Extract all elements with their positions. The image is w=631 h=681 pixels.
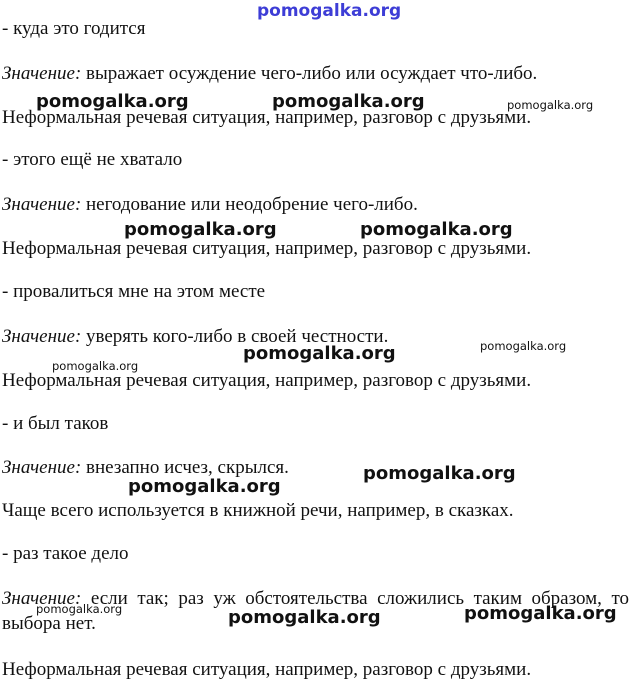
watermark: pomogalka.org xyxy=(272,91,425,112)
meaning-line-1 xyxy=(2,63,537,85)
meaning-label: Значение: xyxy=(2,63,82,84)
usage-3: Неформальная речевая ситуация, например, разговор с друзьями. xyxy=(2,370,532,391)
meaning-text: негодование или неодобрение чего-либо. xyxy=(86,194,418,215)
watermark-top: pomogalka.org xyxy=(257,1,402,21)
usage-1: Неформальная речевая ситуация, например, разговор с друзьями. xyxy=(2,107,532,128)
usage-5: Неформальная речевая ситуация, например, разговор с друзьями. xyxy=(2,659,532,680)
watermark: pomogalka.org xyxy=(36,602,123,616)
watermark: pomogalka.org xyxy=(480,339,567,353)
meaning-label: Значение: xyxy=(2,457,82,478)
watermark: pomogalka.org xyxy=(128,476,281,497)
watermark: pomogalka.org xyxy=(228,607,381,628)
meaning-label: Значение: xyxy=(2,194,82,215)
meaning-text: если так; раз уж обстоятельства сложились таким образом, то выбора нет. xyxy=(2,588,630,634)
meaning-text: выражает осуждение чего-либо или осуждает что-либо. xyxy=(86,63,538,84)
phrase-3: - провалиться мне на этом месте xyxy=(2,281,266,302)
meaning-text: уверять кого-либо в своей честности. xyxy=(86,326,389,347)
meaning-line-2 xyxy=(2,194,418,216)
watermark: pomogalka.org xyxy=(507,98,594,112)
meaning-label: Значение: xyxy=(2,588,82,609)
phrase-2: - этого ещё не хватало xyxy=(2,149,183,170)
watermark: pomogalka.org xyxy=(464,603,617,624)
watermark: pomogalka.org xyxy=(124,219,277,240)
watermark: pomogalka.org xyxy=(363,463,516,484)
watermark: pomogalka.org xyxy=(36,91,189,112)
meaning-text: внезапно исчез, скрылся. xyxy=(86,457,289,478)
phrase-5: - раз такое дело xyxy=(2,543,129,564)
phrase-1: - куда это годится xyxy=(2,18,146,39)
watermark: pomogalka.org xyxy=(243,343,396,364)
watermark: pomogalka.org xyxy=(52,359,139,373)
usage-2: Неформальная речевая ситуация, например, разговор с друзьями. xyxy=(2,238,532,259)
phrase-4: - и был таков xyxy=(2,413,109,434)
watermark: pomogalka.org xyxy=(360,219,513,240)
usage-4: Чаще всего используется в книжной речи, например, в сказках. xyxy=(2,500,514,521)
meaning-label: Значение: xyxy=(2,326,82,347)
